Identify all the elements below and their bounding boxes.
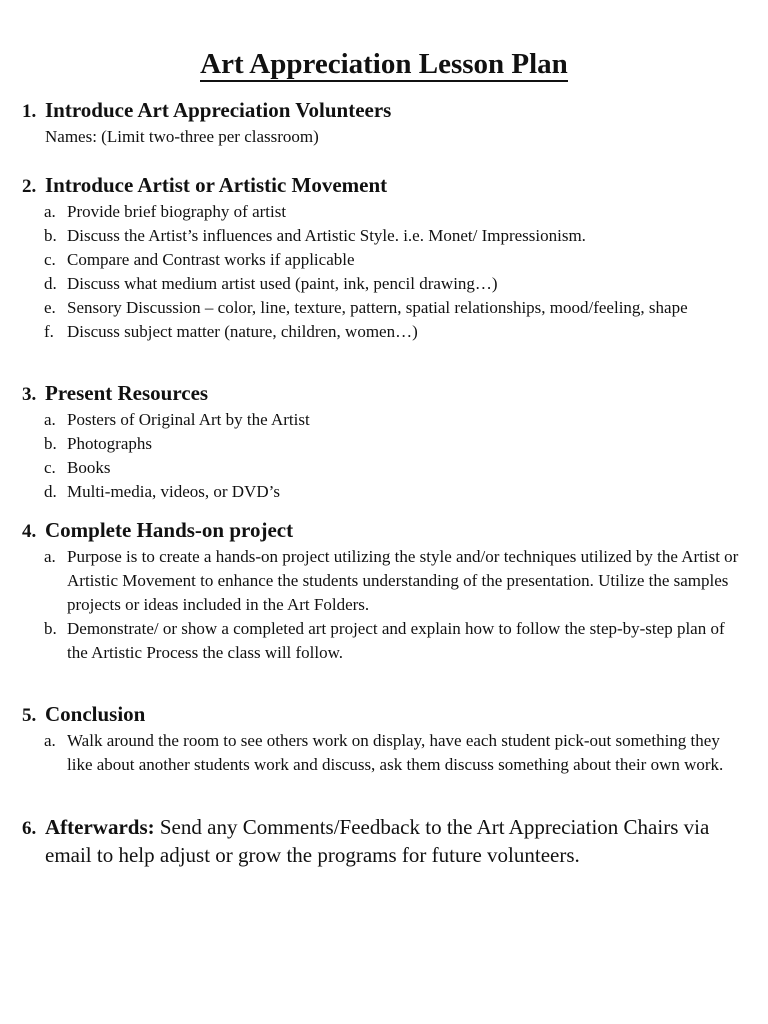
section-6	[22, 813, 742, 869]
list-item-text: Demonstrate/ or show a completed art project and explain how to follow the step-by-step plan of the Artistic Process the class will follow.	[67, 619, 725, 662]
section-heading-text: Introduce Artist or Artistic Movement	[45, 173, 388, 197]
list-item-letter: a.	[44, 547, 56, 566]
section-2	[22, 172, 742, 344]
list-item	[44, 272, 742, 296]
list-item-text: Provide brief biography of artist	[67, 202, 287, 221]
section-4	[22, 517, 742, 665]
section-heading-text: Conclusion	[45, 702, 146, 726]
section-4-heading	[22, 517, 742, 545]
list-item-letter: c.	[44, 458, 56, 477]
list-item-letter: e.	[44, 298, 56, 317]
list-item-letter: d.	[44, 274, 57, 293]
document-title-text: Art Appreciation Lesson Plan	[200, 48, 568, 80]
list-item-letter: a.	[44, 410, 56, 429]
section-1-heading	[22, 97, 742, 125]
list-item-letter: a.	[44, 202, 56, 221]
list-item	[44, 480, 742, 504]
list-item-text: Posters of Original Art by the Artist	[67, 410, 310, 429]
section-3-list	[44, 408, 742, 504]
section-5-list	[44, 729, 742, 777]
section-5-heading	[22, 701, 742, 729]
section-number: 1.	[22, 101, 37, 122]
section-4-list	[44, 545, 742, 665]
list-item	[44, 296, 742, 320]
list-item-text: Multi-media, videos, or DVD’s	[67, 482, 280, 501]
section-2-heading	[22, 172, 742, 200]
section-1	[22, 97, 742, 149]
section-number: 4.	[22, 521, 37, 542]
list-item-letter: c.	[44, 250, 56, 269]
list-item-letter: a.	[44, 731, 56, 750]
section-heading-text: Present Resources	[45, 381, 209, 405]
section-heading-text: Introduce Art Appreciation Volunteers	[45, 98, 392, 122]
list-item	[44, 248, 742, 272]
list-item	[44, 320, 742, 344]
section-3-heading	[22, 380, 742, 408]
section-6-content	[22, 813, 742, 869]
list-item	[44, 617, 742, 665]
list-item-letter: f.	[44, 322, 54, 341]
list-item-text: Compare and Contrast works if applicable	[67, 250, 355, 269]
section-number: 6.	[22, 818, 37, 839]
list-item	[44, 408, 742, 432]
section-2-list	[44, 200, 742, 344]
afterwards-paragraph	[45, 813, 742, 869]
list-item-letter: b.	[44, 226, 57, 245]
list-item-letter: b.	[44, 434, 57, 453]
list-item-letter: d.	[44, 482, 57, 501]
list-item-text: Discuss what medium artist used (paint, ink, pencil drawing…)	[67, 274, 498, 293]
list-item	[44, 432, 742, 456]
list-item	[44, 456, 742, 480]
afterwards-label: Afterwards:	[45, 815, 155, 839]
list-item	[44, 729, 742, 777]
section-5	[22, 701, 742, 777]
list-item	[44, 200, 742, 224]
section-heading-text: Complete Hands-on project	[45, 518, 294, 542]
list-item-text: Discuss the Artist’s influences and Artistic Style. i.e. Monet/ Impressionism.	[67, 226, 586, 245]
list-item-text: Books	[67, 458, 111, 477]
list-item-text: Walk around the room to see others work on display, have each student pick-out something they like about another students work and discuss, ask them discuss something about their own work.	[67, 731, 724, 774]
list-item-text: Discuss subject matter (nature, children, women…)	[67, 322, 418, 341]
list-item-text: Purpose is to create a hands-on project utilizing the style and/or techniques utilized by the Artist or Artistic Movement to enhance the students understanding of the presentation. Utilize the samples projects or ideas included in the Art Folders.	[67, 547, 739, 614]
list-item-text: Sensory Discussion – color, line, texture, pattern, spatial relationships, mood/feeling, shape	[67, 298, 688, 317]
list-item	[44, 224, 742, 248]
document-title	[0, 46, 768, 82]
section-3	[22, 380, 742, 504]
list-item-letter: b.	[44, 619, 57, 638]
afterwards-text: Send any Comments/Feedback to the Art Appreciation Chairs via email to help adjust or grow the programs for future volunteers.	[45, 815, 710, 867]
section-number: 3.	[22, 384, 37, 405]
section-1-body: Names: (Limit two-three per classroom)	[45, 127, 319, 146]
list-item-text: Photographs	[67, 434, 152, 453]
list-item	[44, 545, 742, 617]
section-number: 2.	[22, 176, 37, 197]
section-number: 5.	[22, 705, 37, 726]
